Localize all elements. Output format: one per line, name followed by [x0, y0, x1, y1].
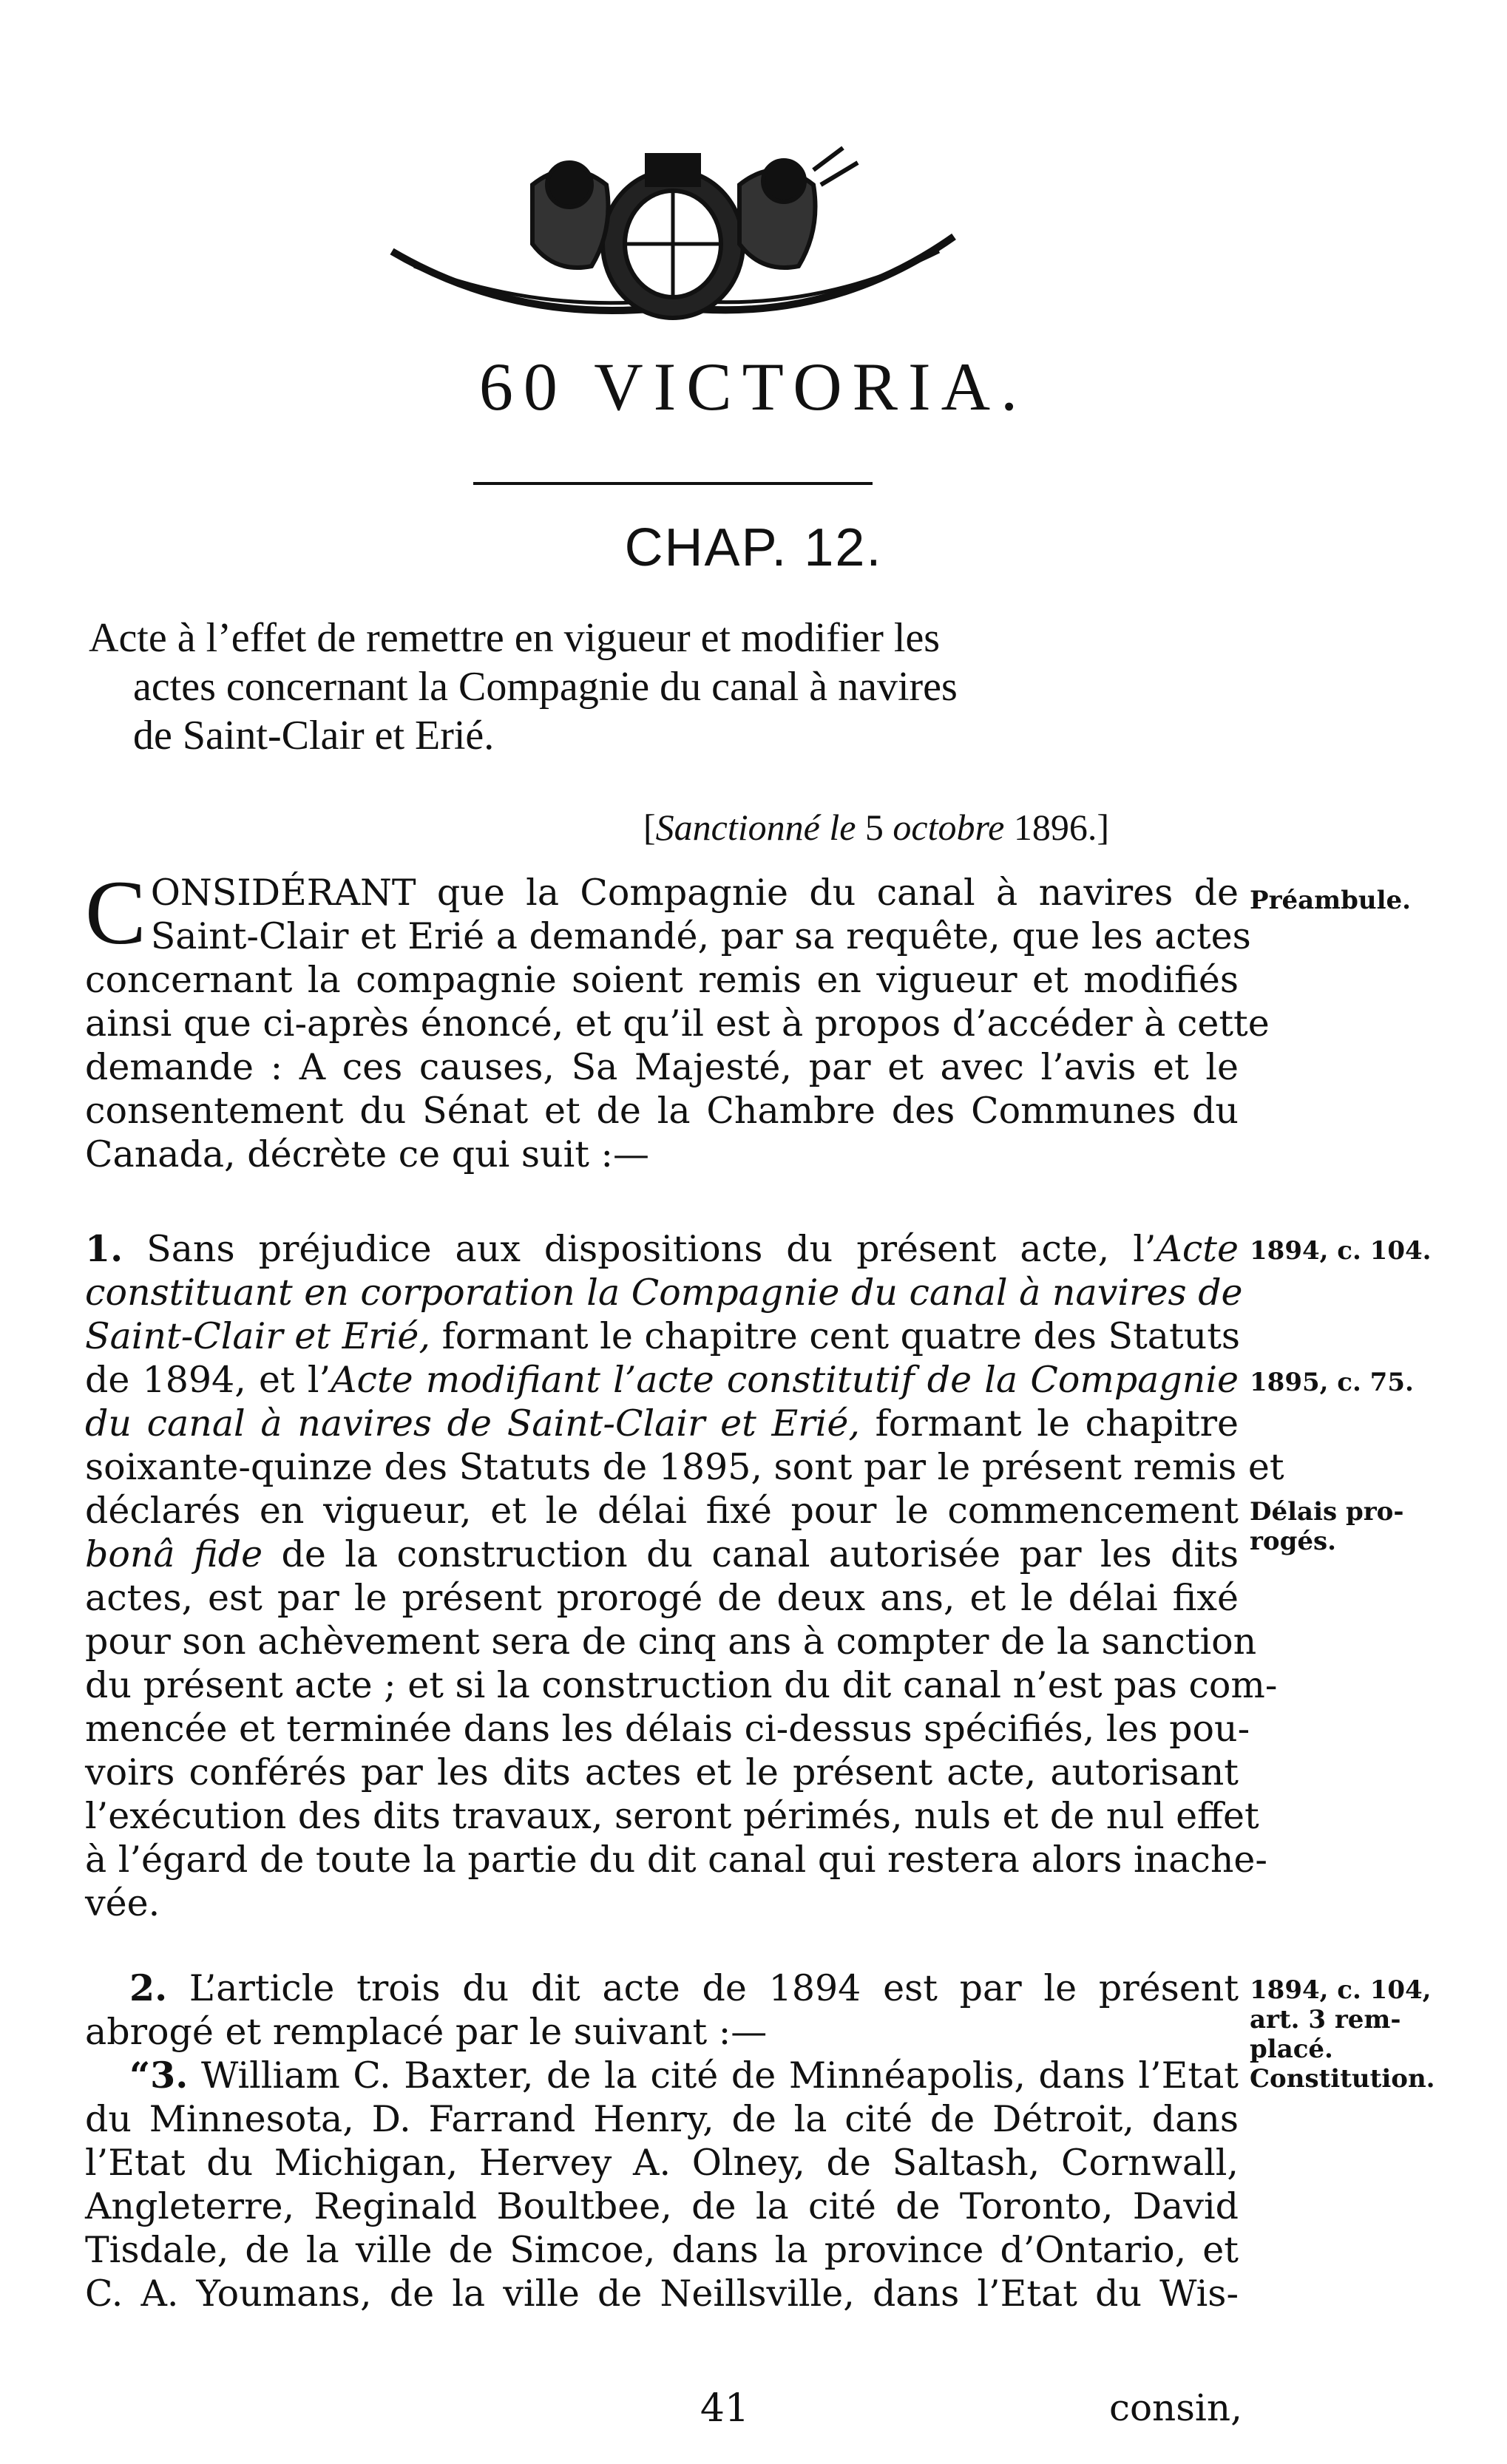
act-title: [89, 614, 1242, 760]
text-line: Angleterre, Reginald Boultbee, de la cité de Toronto, David: [85, 2185, 1239, 2227]
royal-coat-of-arms-icon: [370, 140, 976, 325]
margin-note-delais: [1250, 1497, 1494, 1556]
preamble-paragraph: [85, 862, 1270, 1176]
text-line: demande : A ces causes, Sa Majesté, par et avec l’avis et le: [85, 1046, 1239, 1088]
text-line: ainsi que ci-après énoncé, et qu’il est à propos d’accéder à cette: [85, 1002, 1270, 1045]
text-line: constituant en corporation la Compagnie du canal à navires de: [85, 1272, 1243, 1314]
margin-note-1894: 1894, c. 104.: [1250, 1236, 1432, 1266]
text-line: actes, est par le présent prorogé de deux ans, et le délai fixé: [85, 1577, 1239, 1619]
text-run: bonâ fide: [85, 1533, 263, 1575]
section-number: 1.: [85, 1227, 123, 1270]
text-run: du canal à navires de Saint-Clair et Erié,: [85, 1402, 860, 1445]
section-number: 2.: [129, 1966, 168, 2009]
text-line: [85, 1227, 1239, 1271]
margin-note-preamble: Préambule.: [1250, 886, 1411, 915]
margin-note-1895: 1895, c. 75.: [1250, 1368, 1414, 1397]
text-line: C. A. Youmans, de la ville de Neillsville, dans l’Etat du Wis-: [85, 2273, 1239, 2315]
text-run: Acte modifiant l’acte constitutif de la Compagnie: [331, 1359, 1239, 1401]
margin-note-art3: [1250, 1975, 1494, 2064]
margin-note-line: art. 3 rem-: [1250, 2005, 1401, 2034]
text-line: l’exécution des dits travaux, seront périmés, nuls et de nul effet: [85, 1795, 1259, 1837]
text-line: soixante-quinze des Statuts de 1895, sont par le présent remis et: [85, 1446, 1284, 1488]
text-line: [85, 1402, 1239, 1445]
section-1: [85, 1227, 1284, 1925]
margin-note-line: placé.: [1250, 2034, 1333, 2064]
sanction-bracket: [: [643, 807, 656, 848]
text-line: l’Etat du Michigan, Hervey A. Olney, de Saltash, Cornwall,: [85, 2142, 1239, 2184]
catchword: consin,: [1108, 2386, 1242, 2429]
text-run: L’article trois du dit acte de 1894 est par le présent: [189, 1967, 1239, 2009]
act-title-line: actes concernant la Compagnie du canal à navires: [133, 664, 958, 710]
page-header-title: 60 VICTORIA.: [478, 349, 1029, 424]
text-line: [85, 2054, 1239, 2097]
text-line: [85, 1966, 1239, 2010]
text-line: à l’égard de toute la partie du dit canal qui restera alors inache-: [85, 1839, 1267, 1881]
text-line: [85, 1358, 1239, 1402]
page-number: 41: [700, 2386, 750, 2431]
text-run: formant le chapitre cent quatre des Statuts: [430, 1315, 1241, 1357]
sanction-label: Sanctionné le: [655, 807, 856, 848]
text-line: consentement du Sénat et de la Chambre des Communes du: [85, 1090, 1239, 1132]
chapter-number: CHAP. 12.: [624, 518, 883, 577]
act-title-line: Acte à l’effet de remettre en vigueur et modifier les: [89, 615, 941, 661]
section-2: [85, 1966, 1239, 2315]
text-run: Saint-Clair et Erié,: [85, 1315, 431, 1357]
sanction-date: [643, 806, 1235, 849]
text-line: Saint-Clair et Erié a demandé, par sa requête, que les actes: [150, 915, 1251, 957]
text-line: du Minnesota, D. Farrand Henry, de la cité de Détroit, dans: [85, 2098, 1239, 2140]
text-run: de la construction du canal autorisée par les dits: [263, 1533, 1239, 1575]
margin-note-constitution: Constitution.: [1250, 2064, 1435, 2094]
text-run: formant le chapitre: [859, 1402, 1239, 1445]
drop-cap: C: [85, 862, 146, 963]
sanction-year: 1896.]: [1013, 807, 1109, 848]
text-line: [85, 1314, 1239, 1358]
text-line: du présent acte ; et si la construction du dit canal n’est pas com-: [85, 1664, 1278, 1706]
text-line: Canada, décrète ce qui suit :—: [85, 1133, 650, 1175]
text-line: concernant la compagnie soient remis en vigueur et modifiés: [85, 959, 1239, 1001]
text-line: mencée et terminée dans les délais ci-dessus spécifiés, les pou-: [85, 1708, 1250, 1750]
header-rule: [473, 482, 873, 485]
sanction-month: octobre: [893, 807, 1005, 848]
sanction-day: 5: [864, 807, 884, 848]
text-line: voirs conférés par les dits actes et le présent acte, autorisant: [85, 1751, 1239, 1793]
margin-note-line: rogés.: [1250, 1527, 1336, 1556]
text-run: de 1894, et l’: [85, 1359, 331, 1401]
text-line: pour son achèvement sera de cinq ans à compter de la sanction: [85, 1620, 1257, 1663]
text-line: [85, 1533, 1239, 1576]
margin-note-line: 1894, c. 104,: [1250, 1975, 1432, 2005]
text-run: William C. Baxter, de la cité de Minnéapolis, dans l’Etat: [200, 2054, 1239, 2097]
margin-note-line: Délais pro-: [1250, 1497, 1404, 1527]
text-line: abrogé et remplacé par le suivant :—: [85, 2011, 768, 2053]
text-line: déclarés en vigueur, et le délai fixé pour le commencement: [85, 1490, 1239, 1532]
text-line: vée.: [85, 1882, 160, 1924]
act-title-line: de Saint-Clair et Erié.: [133, 713, 495, 758]
section-number: “3.: [129, 2054, 189, 2097]
text-run: Acte: [1156, 1228, 1239, 1270]
text-run: Sans préjudice aux dispositions du présent acte, l’: [146, 1228, 1157, 1270]
text-line: Tisdale, de la ville de Simcoe, dans la province d’Ontario, et: [85, 2229, 1239, 2271]
text-line: ONSIDÉRANT que la Compagnie du canal à navires de: [150, 872, 1239, 914]
